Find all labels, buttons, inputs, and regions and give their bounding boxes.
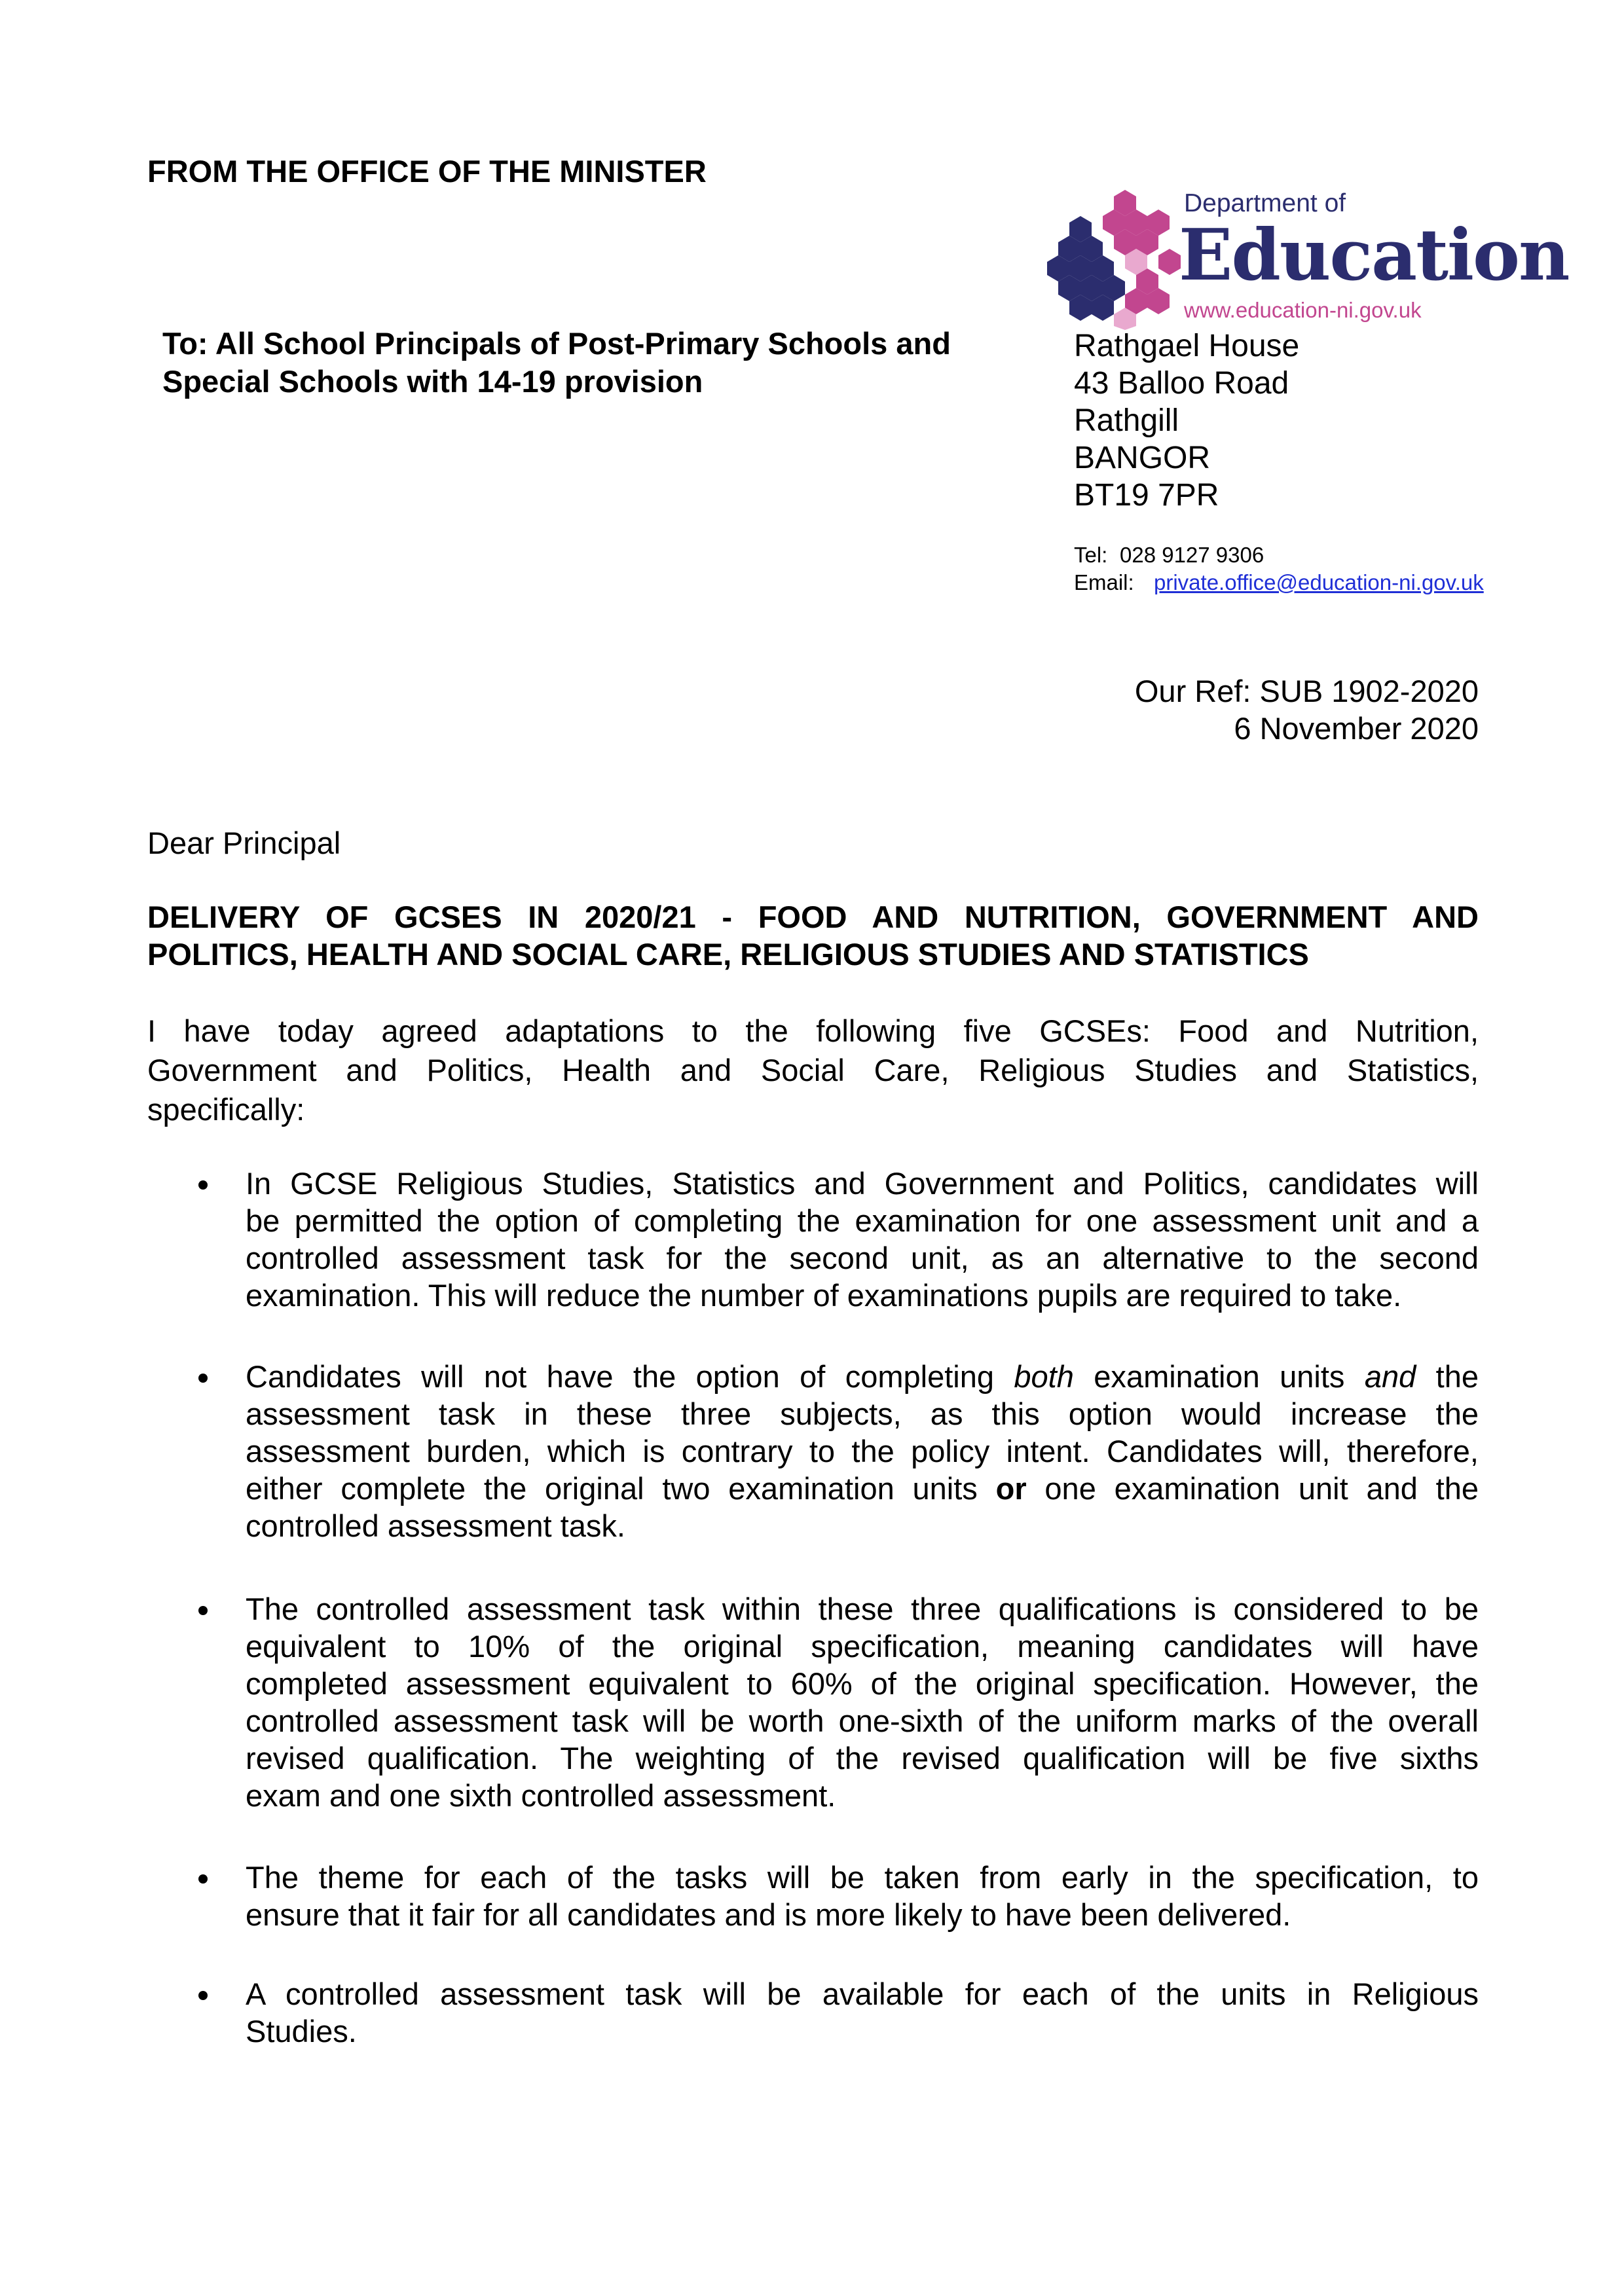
subject-heading [147,898,1479,973]
bullet-dot-icon [198,1606,208,1615]
recipient-line: To: All School Principals of Post-Primary Schools and [162,326,951,361]
address-line: Rathgael House [1074,329,1300,363]
recipient-block [162,325,1014,401]
intro-line: Government and Politics, Health and Social Care, Religious Studies and Statistics, [147,1053,1479,1087]
logo-department-text: Department of [1184,189,1346,217]
intro-line: I have today agreed adaptations to the following five GCSEs: Food and Nutrition, [147,1013,1479,1048]
bullet-line: be permitted the option of completing the examination for one assessment unit and a [246,1203,1479,1238]
text-run: Candidates will not have the option of completing [246,1359,994,1394]
bullet-line: completed assessment equivalent to 60% of the original specification. However, the [246,1666,1479,1701]
address-block [1074,327,1299,514]
bullet-line: Studies. [246,2014,357,2049]
bullet-line: assessment task in these three subjects, as this option would increase the [246,1396,1479,1431]
email-row [1074,569,1484,596]
address-line: Rathgill [1074,403,1179,438]
emphasis-or: or [995,1471,1027,1506]
bullet-dot-icon [198,1991,208,2000]
letter-date: 6 November 2020 [1234,711,1479,746]
office-heading: FROM THE OFFICE OF THE MINISTER [147,154,707,189]
bullet-line: assessment burden, which is contrary to the policy intent. Candidates will, therefore, [246,1434,1479,1468]
intro-line: specifically: [147,1092,305,1127]
subject-line: POLITICS, HEALTH AND SOCIAL CARE, RELIGIOUS STUDIES AND STATISTICS [147,937,1309,972]
our-ref: Our Ref: SUB 1902-2020 [1134,674,1479,708]
bullet-line: The controlled assessment task within these three qualifications is considered to be [246,1592,1479,1626]
contact-block [1074,541,1484,596]
address-line: BANGOR [1074,441,1211,475]
logo-url-text: www.education-ni.gov.uk [1184,298,1422,322]
text-run: examination units [1094,1359,1345,1394]
subject-line: DELIVERY OF GCSES IN 2020/21 - FOOD AND NUTRITION, GOVERNMENT AND [147,900,1479,934]
text-run: either complete the original two examination units [246,1471,978,1506]
bullet-line: controlled assessment task. [246,1508,625,1543]
bullet-line: examination. This will reduce the number of examinations pupils are required to take. [246,1278,1402,1313]
bullet-dot-icon [198,1180,208,1190]
text-run: one examination unit and the [1044,1471,1479,1506]
emphasis-and: and [1364,1359,1416,1394]
email-link[interactable]: private.office@education-ni.gov.uk [1154,570,1484,594]
tel-label: Tel: [1074,543,1108,567]
bullet-line: controlled assessment task for the second unit, as an alternative to the second [246,1241,1479,1275]
recipient-line: Special Schools with 14-19 provision [162,364,703,399]
text-run: the [1435,1359,1479,1394]
emphasis-both: both [1014,1359,1074,1394]
address-line: 43 Balloo Road [1074,366,1289,401]
address-line: BT19 7PR [1074,478,1219,513]
logo-education-text: Education [1179,214,1569,297]
email-label: Email: [1074,570,1134,594]
bullet-line: A controlled assessment task will be available for each of the units in Religious [246,1977,1479,2011]
bullet-dot-icon [198,1874,208,1884]
bullet-dot-icon [198,1374,208,1383]
tel-row [1074,541,1484,569]
tel-value: 028 9127 9306 [1120,543,1264,567]
bullet-line [246,1358,1479,1395]
bullet-line: equivalent to 10% of the original specification, meaning candidates will have [246,1629,1479,1664]
bullet-line: ensure that it fair for all candidates and is more likely to have been delivered. [246,1897,1291,1932]
bullet-line: The theme for each of the tasks will be taken from early in the specification, to [246,1860,1479,1895]
reference-block [1135,672,1479,747]
intro-paragraph [147,1011,1479,1129]
salutation: Dear Principal [147,826,341,860]
bullet-line: revised qualification. The weighting of the revised qualification will be five sixths [246,1741,1479,1776]
bullet-line: exam and one sixth controlled assessment. [246,1778,836,1813]
bullet-line: controlled assessment task will be worth one-sixth of the uniform marks of the overall [246,1704,1479,1738]
bullet-line: In GCSE Religious Studies, Statistics and Government and Politics, candidates will [246,1166,1479,1201]
bullet-line [246,1470,1479,1507]
